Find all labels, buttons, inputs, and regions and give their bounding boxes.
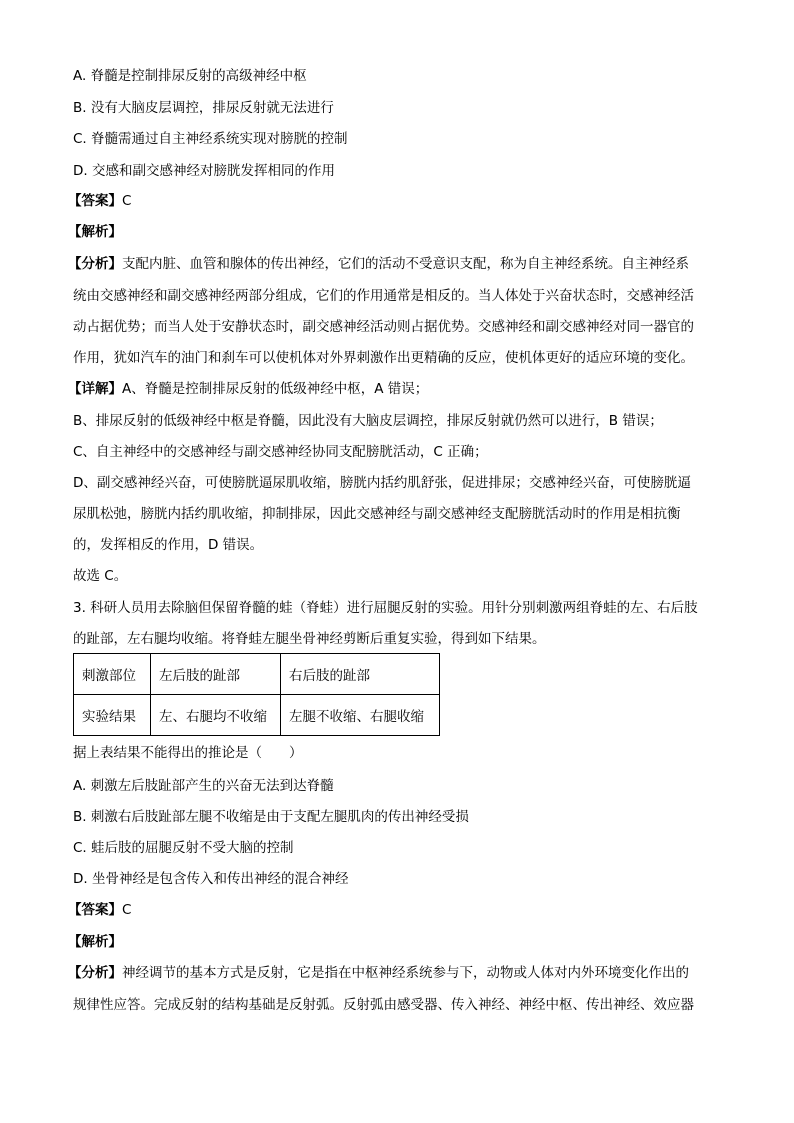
option-letter: A.	[73, 68, 87, 84]
q2-analysis-heading	[68, 222, 728, 242]
q2-fenxi-line-1	[68, 254, 728, 274]
answer-tag: 【答案】	[68, 902, 122, 918]
option-text: 蛙后肢的屈腿反射不受大脑的控制	[91, 840, 294, 856]
option-text: 坐骨神经是包含传入和传出神经的混合神经	[91, 871, 349, 887]
q2-conclusion: 故选 C。	[73, 568, 128, 584]
table-cell: 左腿不收缩、右腿收缩	[281, 695, 440, 736]
q2-xiangjie-line-4: D、副交感神经兴奋，可使膀胱逼尿肌收缩，膀胱内括约肌舒张，促进排尿；交感神经兴奋，可使膀胱逼	[73, 475, 691, 491]
q3-fenxi-line-1	[68, 963, 728, 983]
table-cell: 刺激部位	[74, 654, 151, 695]
table-row	[74, 695, 440, 736]
q2-xiangjie-line-5: 尿肌松弛，膀胱内括约肌收缩，抑制排尿，因此交感神经与副交感神经支配膀胱活动时的作用是相抗衡	[73, 506, 681, 522]
option-text: 交感和副交感神经对膀胱发挥相同的作用	[91, 163, 335, 179]
q2-option-b	[73, 98, 733, 118]
analysis-tag: 【解析】	[68, 224, 122, 240]
fenxi-tag: 【分析】	[68, 256, 122, 272]
q2-xiangjie-line-6: 的，发挥相反的作用，D 错误。	[73, 537, 264, 553]
option-letter: D.	[73, 871, 88, 887]
option-letter: C.	[73, 840, 87, 856]
q3-stem-line-1: 3. 科研人员用去除脑但保留脊髓的蛙（脊蛙）进行屈腿反射的实验。用针分别刺激两组脊蛙的左、右后肢	[73, 600, 698, 616]
xiangjie-tag: 【详解】	[68, 381, 122, 397]
table-cell: 左后肢的趾部	[151, 654, 281, 695]
q3-option-b	[73, 807, 733, 827]
option-letter: C.	[73, 131, 87, 147]
option-text: 没有大脑皮层调控，排尿反射就无法进行	[90, 100, 334, 116]
fenxi-text: 支配内脏、血管和腺体的传出神经，它们的活动不受意识支配，称为自主神经系统。自主神经系	[122, 256, 689, 272]
q2-xiangjie-line-1	[68, 379, 728, 399]
option-letter: A.	[73, 778, 87, 794]
answer-tag: 【答案】	[68, 193, 122, 209]
option-text: 脊髓需通过自主神经系统实现对膀胱的控制	[91, 131, 348, 147]
results-table	[73, 653, 440, 736]
q2-fenxi-line-4: 作用，犹如汽车的油门和刹车可以使机体对外界刺激作出更精确的反应，使机体更好的适应环境的变化。	[73, 350, 694, 366]
q3-stem-line-2: 的趾部，左右腿均收缩。将脊蛙左腿坐骨神经剪断后重复实验，得到如下结果。	[73, 631, 546, 647]
q3-answer	[68, 900, 728, 920]
q2-xiangjie-line-2: B、排尿反射的低级神经中枢是脊髓，因此没有大脑皮层调控，排尿反射就仍然可以进行，B 错误；	[73, 413, 663, 429]
q3-option-a	[73, 776, 733, 796]
q2-answer	[68, 191, 728, 211]
answer-value: C	[122, 193, 132, 209]
fenxi-text: 神经调节的基本方式是反射，它是指在中枢神经系统参与下，动物或人体对内外环境变化作出的	[122, 965, 689, 981]
q3-option-c	[73, 838, 733, 858]
q2-option-c	[73, 129, 733, 149]
option-letter: B.	[73, 100, 87, 116]
option-letter: B.	[73, 809, 87, 825]
q3-analysis-heading	[68, 932, 728, 952]
table-row	[74, 654, 440, 695]
q3-question: 据上表结果不能得出的推论是（ ）	[73, 745, 303, 761]
answer-value: C	[122, 902, 132, 918]
q2-option-d	[73, 161, 733, 181]
option-text: 脊髓是控制排尿反射的高级神经中枢	[90, 68, 307, 84]
q2-fenxi-line-2: 统由交感神经和副交感神经两部分组成，它们的作用通常是相反的。当人体处于兴奋状态时，交感神经活	[73, 288, 694, 304]
fenxi-tag: 【分析】	[68, 965, 122, 981]
analysis-tag: 【解析】	[68, 934, 122, 950]
table-cell: 左、右腿均不收缩	[151, 695, 281, 736]
xiangjie-text: A、脊髓是控制排尿反射的低级神经中枢，A 错误；	[122, 381, 429, 397]
q3-fenxi-line-2: 规律性应答。完成反射的结构基础是反射弧。反射弧由感受器、传入神经、神经中枢、传出神经、效应器	[73, 997, 694, 1013]
q2-xiangjie-line-3: C、自主神经中的交感神经与副交感神经协同支配膀胱活动，C 正确；	[73, 444, 488, 460]
option-text: 刺激左后肢趾部产生的兴奋无法到达脊髓	[90, 778, 334, 794]
q3-option-d	[73, 869, 733, 889]
q2-option-a	[73, 66, 733, 86]
table-cell: 实验结果	[74, 695, 151, 736]
table-cell: 右后肢的趾部	[281, 654, 440, 695]
option-letter: D.	[73, 163, 88, 179]
q2-fenxi-line-3: 动占据优势；而当人处于安静状态时，副交感神经活动则占据优势。交感神经和副交感神经对同一器官的	[73, 319, 694, 335]
option-text: 刺激右后肢趾部左腿不收缩是由于支配左腿肌肉的传出神经受损	[90, 809, 469, 825]
